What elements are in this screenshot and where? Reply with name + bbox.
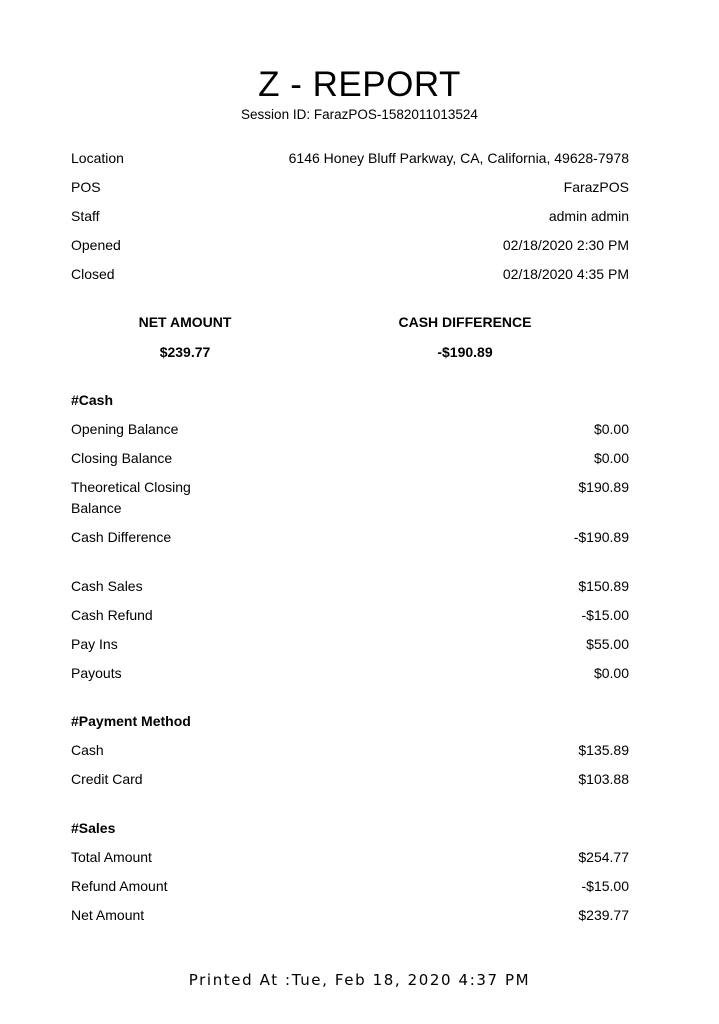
cash-row-opening-balance (71, 419, 629, 440)
cash-row-payouts (71, 663, 629, 684)
cash-value: $0.00 (593, 665, 629, 681)
info-row-closed (71, 264, 629, 285)
cash-value: $150.89 (578, 578, 629, 594)
info-value: FarazPOS (563, 179, 629, 195)
sales-value: -$15.00 (581, 878, 629, 894)
sales-label: Total Amount (71, 849, 152, 865)
cash-row-cash-sales (71, 576, 629, 597)
sales-label: Net Amount (71, 907, 145, 923)
info-row-opened (71, 235, 629, 256)
cash-value: $55.00 (586, 636, 629, 652)
sales-row-total-amount (71, 847, 629, 868)
info-label: Staff (71, 208, 100, 224)
cash-section-title: #Cash (71, 392, 114, 408)
cash-label: Payouts (71, 665, 122, 681)
sales-row-refund-amount (71, 876, 629, 897)
cash-row-cash-difference (71, 527, 629, 548)
info-label: Opened (71, 237, 121, 253)
sales-label: Refund Amount (71, 878, 168, 894)
cash-label: Opening Balance (71, 421, 179, 437)
cash-value: $0.00 (593, 421, 629, 437)
payment-value: $103.88 (578, 771, 629, 787)
cash-difference-label: CASH DIFFERENCE (398, 314, 532, 330)
payment-method-section-title: #Payment Method (71, 713, 191, 729)
sales-row-net-amount (71, 905, 629, 926)
info-value: 02/18/2020 2:30 PM (502, 237, 629, 253)
payment-row-credit-card (71, 769, 629, 790)
info-row-pos (71, 177, 629, 198)
net-amount-label: NET AMOUNT (138, 314, 232, 330)
payment-value: $135.89 (578, 742, 629, 758)
cash-label: Theoretical Closing Balance (71, 479, 191, 516)
session-id: Session ID: FarazPOS-1582011013524 (241, 107, 478, 122)
cash-value: -$190.89 (573, 529, 629, 545)
info-value: 6146 Honey Bluff Parkway, CA, California, 49628-7978 (288, 150, 629, 166)
cash-row-closing-balance (71, 448, 629, 469)
payment-label: Credit Card (71, 771, 143, 787)
cash-label: Cash Sales (71, 578, 143, 594)
cash-difference-value: -$190.89 (437, 344, 493, 360)
info-label: Closed (71, 266, 115, 282)
cash-row-pay-ins (71, 634, 629, 655)
payment-row-cash (71, 740, 629, 761)
info-row-staff (71, 206, 629, 227)
sales-value: $254.77 (578, 849, 629, 865)
report-title: Z - REPORT (258, 65, 461, 104)
payment-label: Cash (71, 742, 104, 758)
cash-row-theoretical-closing-balance (71, 477, 629, 519)
info-label: Location (71, 150, 124, 166)
cash-value: $0.00 (593, 450, 629, 466)
cash-label: Closing Balance (71, 450, 173, 466)
info-value: 02/18/2020 4:35 PM (502, 266, 629, 282)
info-row-location (71, 148, 629, 169)
sales-section-title: #Sales (71, 820, 116, 836)
cash-value: -$15.00 (581, 607, 629, 623)
sales-value: $239.77 (578, 907, 629, 923)
cash-label: Cash Difference (71, 529, 172, 545)
info-value: admin admin (548, 208, 629, 224)
info-label: POS (71, 179, 101, 195)
cash-label: Pay Ins (71, 636, 118, 652)
cash-value: $190.89 (578, 479, 629, 495)
printed-at-footer: Printed At :Tue, Feb 18, 2020 4:37 PM (188, 971, 531, 989)
cash-label: Cash Refund (71, 607, 153, 623)
cash-row-cash-refund (71, 605, 629, 626)
net-amount-value: $239.77 (159, 344, 211, 360)
